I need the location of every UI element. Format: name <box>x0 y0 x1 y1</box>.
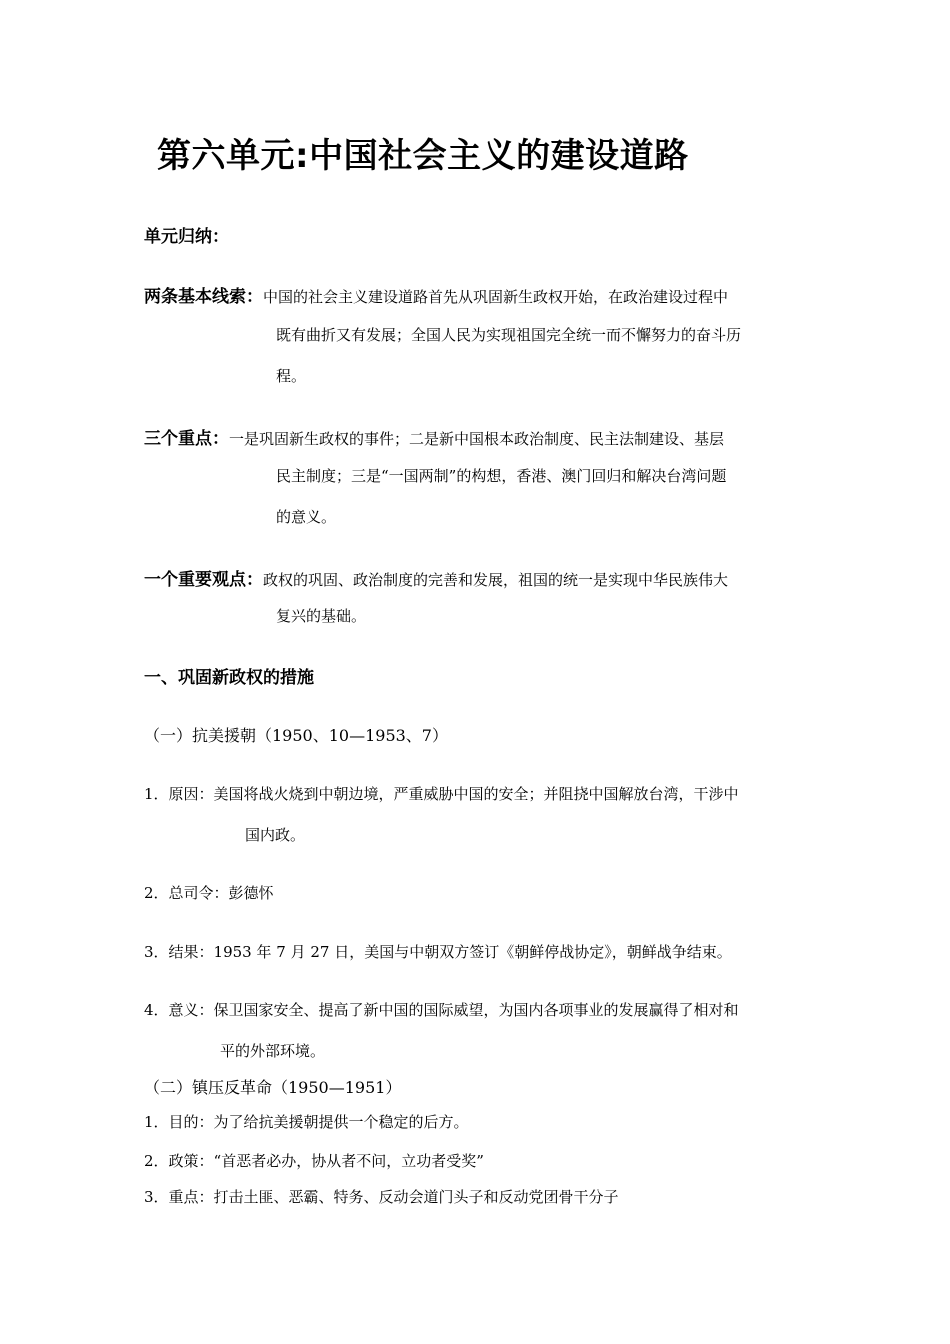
viewpoint-text-line1: 政权的巩固、政治制度的完善和发展，祖国的统一是实现中华民族伟大 <box>263 571 729 589</box>
key-points-text-line2: 民主制度；三是“一国两制”的构想，香港、澳门回归和解决台湾问题 <box>276 467 727 485</box>
section1-heading: 一、巩固新政权的措施 <box>144 668 314 688</box>
part2-item3: 3．重点：打击土匪、恶霸、特务、反动会道门头子和反动党团骨干分子 <box>144 1188 619 1206</box>
clues-text-line3: 程。 <box>276 367 307 385</box>
clues-text-line2: 既有曲折又有发展；全国人民为实现祖国完全统一而不懈努力的奋斗历 <box>276 326 742 344</box>
key-points-text-line1: 一是巩固新生政权的事件；二是新中国根本政治制度、民主法制建设、基层 <box>229 430 725 448</box>
viewpoint-label: 一个重要观点： <box>144 570 263 590</box>
clues-text-line1: 中国的社会主义建设道路首先从巩固新生政权开始，在政治建设过程中 <box>263 288 729 306</box>
part1-item1-line2: 国内政。 <box>245 826 306 844</box>
part1-item3: 3．结果：1953 年 7 月 27 日，美国与中朝双方签订《朝鲜停战协定》，朝鲜战争结束。 <box>144 943 732 961</box>
key-points-label: 三个重点： <box>144 429 229 449</box>
part1-title: （一）抗美援朝（1950、10—1953、7） <box>144 726 448 745</box>
page-title: 第六单元:中国社会主义的建设道路 <box>157 136 689 176</box>
part2-item1: 1．目的：为了给抗美援朝提供一个稳定的后方。 <box>144 1113 469 1131</box>
viewpoint-text-line2: 复兴的基础。 <box>276 607 367 625</box>
key-points-paragraph-line1 <box>144 424 724 449</box>
clues-paragraph-line1 <box>144 282 728 307</box>
summary-heading: 单元归纳： <box>144 227 229 247</box>
part1-item4-line1: 4．意义：保卫国家安全、提高了新中国的国际威望，为国内各项事业的发展赢得了相对和 <box>144 1001 739 1019</box>
key-points-text-line3: 的意义。 <box>276 508 337 526</box>
part2-title: （二）镇压反革命（1950—1951） <box>144 1078 402 1097</box>
part1-item4-line2: 平的外部环境。 <box>220 1042 326 1060</box>
viewpoint-paragraph-line1 <box>144 565 728 590</box>
part1-item1-line1: 1．原因：美国将战火烧到中朝边境，严重威胁中国的安全；并阻挠中国解放台湾，干涉中 <box>144 785 739 803</box>
part1-item2: 2．总司令：彭德怀 <box>144 884 274 902</box>
clues-label: 两条基本线索： <box>144 287 263 307</box>
part2-item2: 2．政策：“首恶者必办，协从者不问，立功者受奖” <box>144 1152 484 1170</box>
